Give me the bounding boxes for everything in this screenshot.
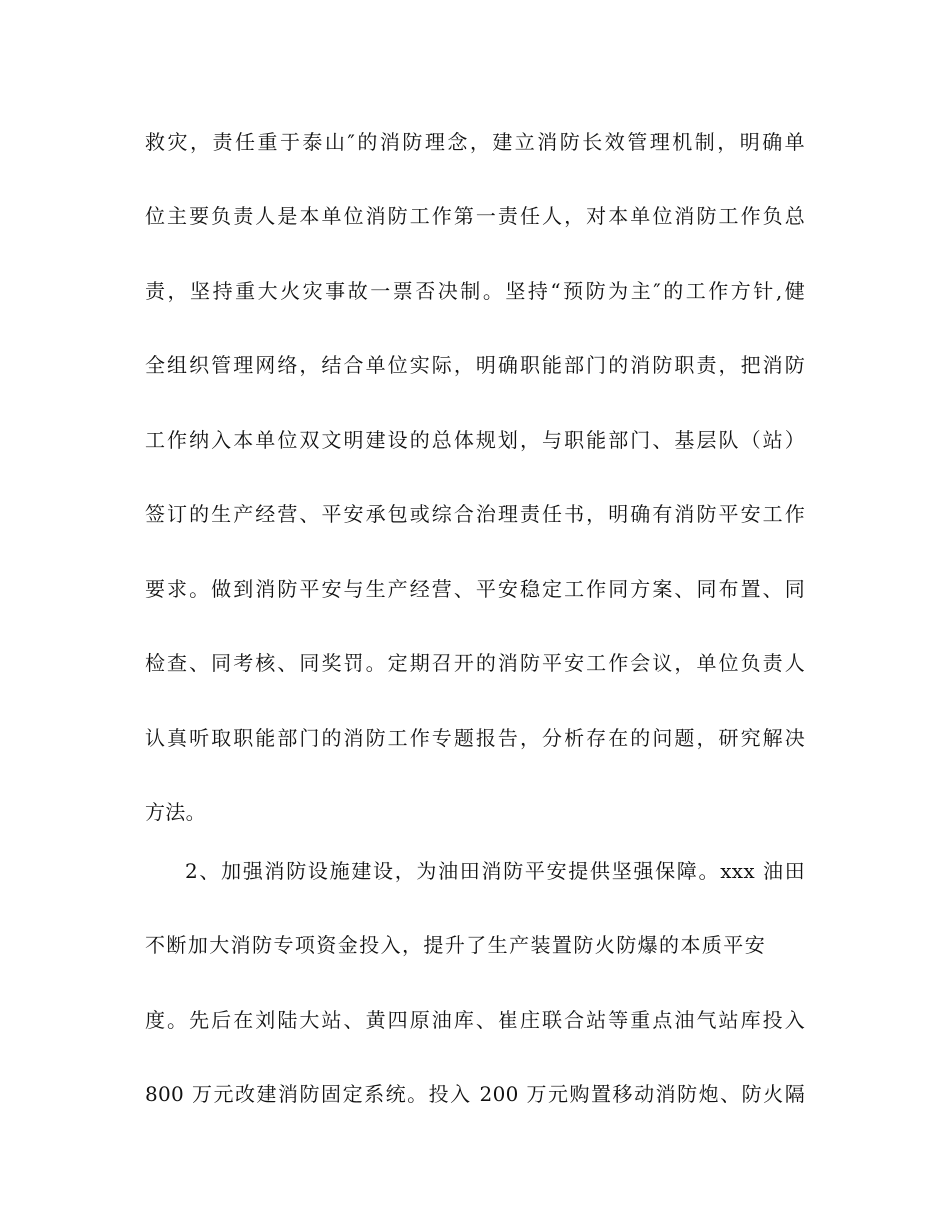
paragraph-2-line-4: 800 万元改建消防固定系统。投入 200 万元购置移动消防炮、防火隔 [145,1082,805,1106]
text-line-1: 救灾，责任重于泰山″的消防理念，建立消防长效管理机制，明确单 [145,130,805,154]
text-line-9: 认真听取职能部门的消防工作专题报告，分析存在的问题，研究解决 [145,726,805,750]
text-line-5: 工作纳入本单位双文明建设的总体规划，与职能部门、基层队（站） [145,428,805,452]
text-line-7: 要求。做到消防平安与生产经营、平安稳定工作同方案、同布置、同 [145,577,805,601]
text-line-10: 方法。 [145,800,206,824]
text-line-4: 全组织管理网络，结合单位实际，明确职能部门的消防职责，把消防 [145,353,805,377]
text-line-2: 位主要负责人是本单位消防工作第一责任人，对本单位消防工作负总 [145,204,805,228]
text-line-3: 责，坚持重大火灾事故一票否决制。坚持“预防为主″的工作方针,健 [145,279,805,303]
text-line-8: 检查、同考核、同奖罚。定期召开的消防平安工作会议，单位负责人 [145,651,805,675]
paragraph-2-line-3: 度。先后在刘陆大站、黄四原油库、崔庄联合站等重点油气站库投入 [145,1008,805,1032]
paragraph-2-line-1: 2、加强消防设施建设，为油田消防平安提供坚强保障。xxx 油田 [185,859,805,883]
text-line-6: 签订的生产经营、平安承包或综合治理责任书，明确有消防平安工作 [145,502,805,526]
paragraph-2-line-2: 不断加大消防专项资金投入，提升了生产装置防火防爆的本质平安 [145,933,765,957]
